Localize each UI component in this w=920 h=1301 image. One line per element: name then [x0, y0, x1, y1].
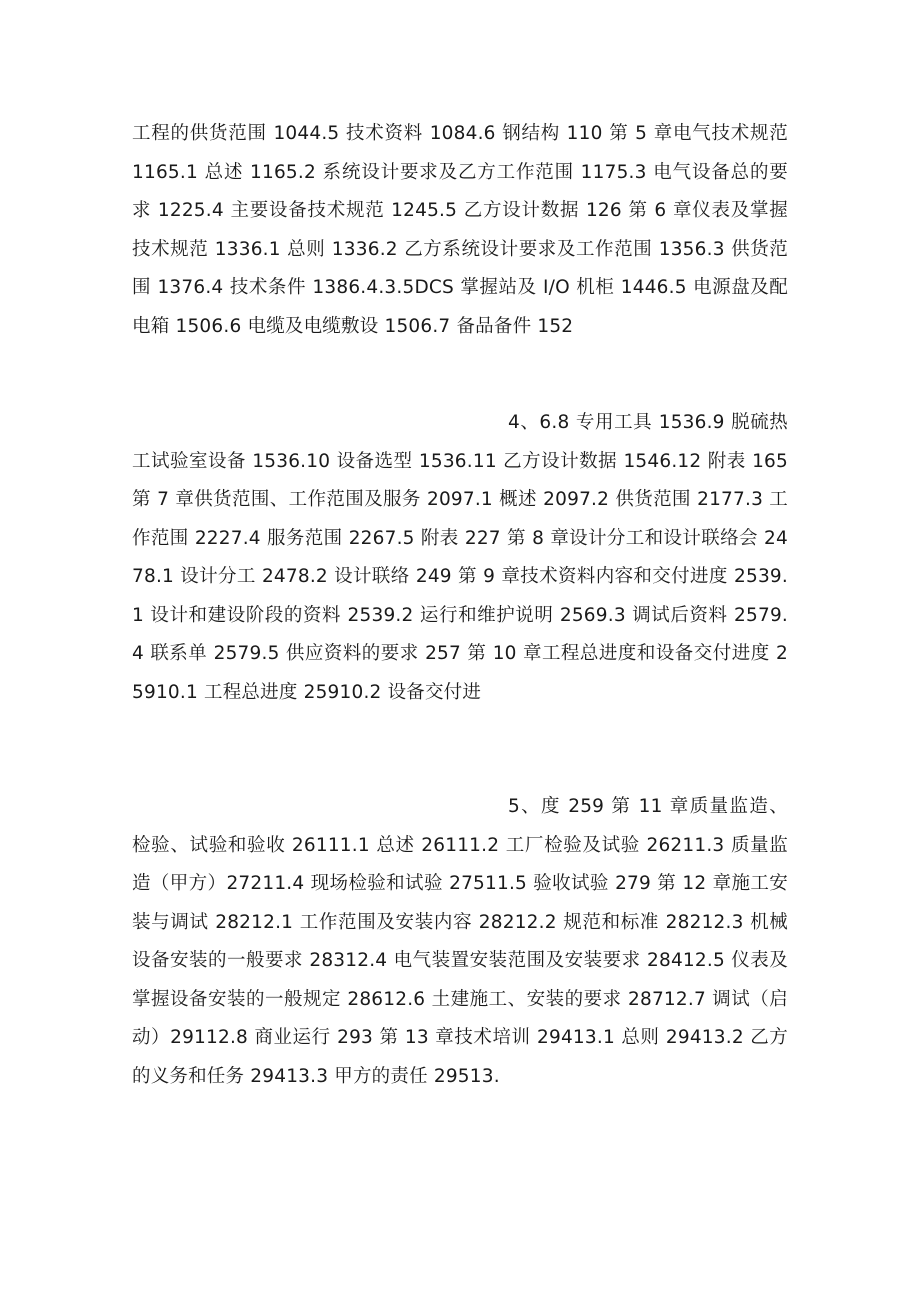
- toc-paragraph-1: 工程的供货范围 1044.5 技术资料 1084.6 钢结构 110 第 5 章电气技术规范 1165.1 总述 1165.2 系统设计要求及乙方工作范围 1175.3 电气设备总的要求 1225.4 主要设备技术规范 1245.5 乙方设计数据 126 第 6 章仪表及掌握技术规范 1336.1 总则 1336.2 乙方系统设计要求及工作范围 1356.3 供货范围 1376.4 技术条件 1386.4.3.5DCS 掌握站及 I/O 机柜 1446.5 电源盘及配电箱 1506.6 电缆及电缆敷设 1506.7 备品备件 152: [132, 123, 788, 337]
- toc-paragraph-3: 5、度 259 第 11 章质量监造、检验、试验和验收 26111.1 总述 26111.2 工厂检验及试验 26211.3 质量监造（甲方）27211.4 现场检验和试验 27511.5 验收试验 279 第 12 章施工安装与调试 28212.1 工作范围及安装内容 28212.2 规范和标准 28212.3 机械设备安装的一般要求 28312.4 电气装置安装范围及安装要求 28412.5 仪表及掌握设备安装的一般规定 28612.6 土建施工、安装的要求 28712.7 调试（启动）29112.8 商业运行 293 第 13 章技术培训 29413.1 总则 29413.2 乙方的义务和任务 29413.3 甲方的责任 29513.: [132, 796, 788, 1087]
- toc-paragraph-2: 4、6.8 专用工具 1536.9 脱硫热工试验室设备 1536.10 设备选型 1536.11 乙方设计数据 1546.12 附表 165 第 7 章供货范围、工作范围及服务 2097.1 概述 2097.2 供货范围 2177.3 工作范围 2227.4 服务范围 2267.5 附表 227 第 8 章设计分工和设计联络会 2478.1 设计分工 2478.2 设计联络 249 第 9 章技术资料内容和交付进度 2539.1 设计和建设阶段的资料 2539.2 运行和维护说明 2569.3 调试后资料 2579.4 联系单 2579.5 供应资料的要求 257 第 10 章工程总进度和设备交付进度 25910.1 工程总进度 25910.2 设备交付进: [132, 412, 788, 703]
